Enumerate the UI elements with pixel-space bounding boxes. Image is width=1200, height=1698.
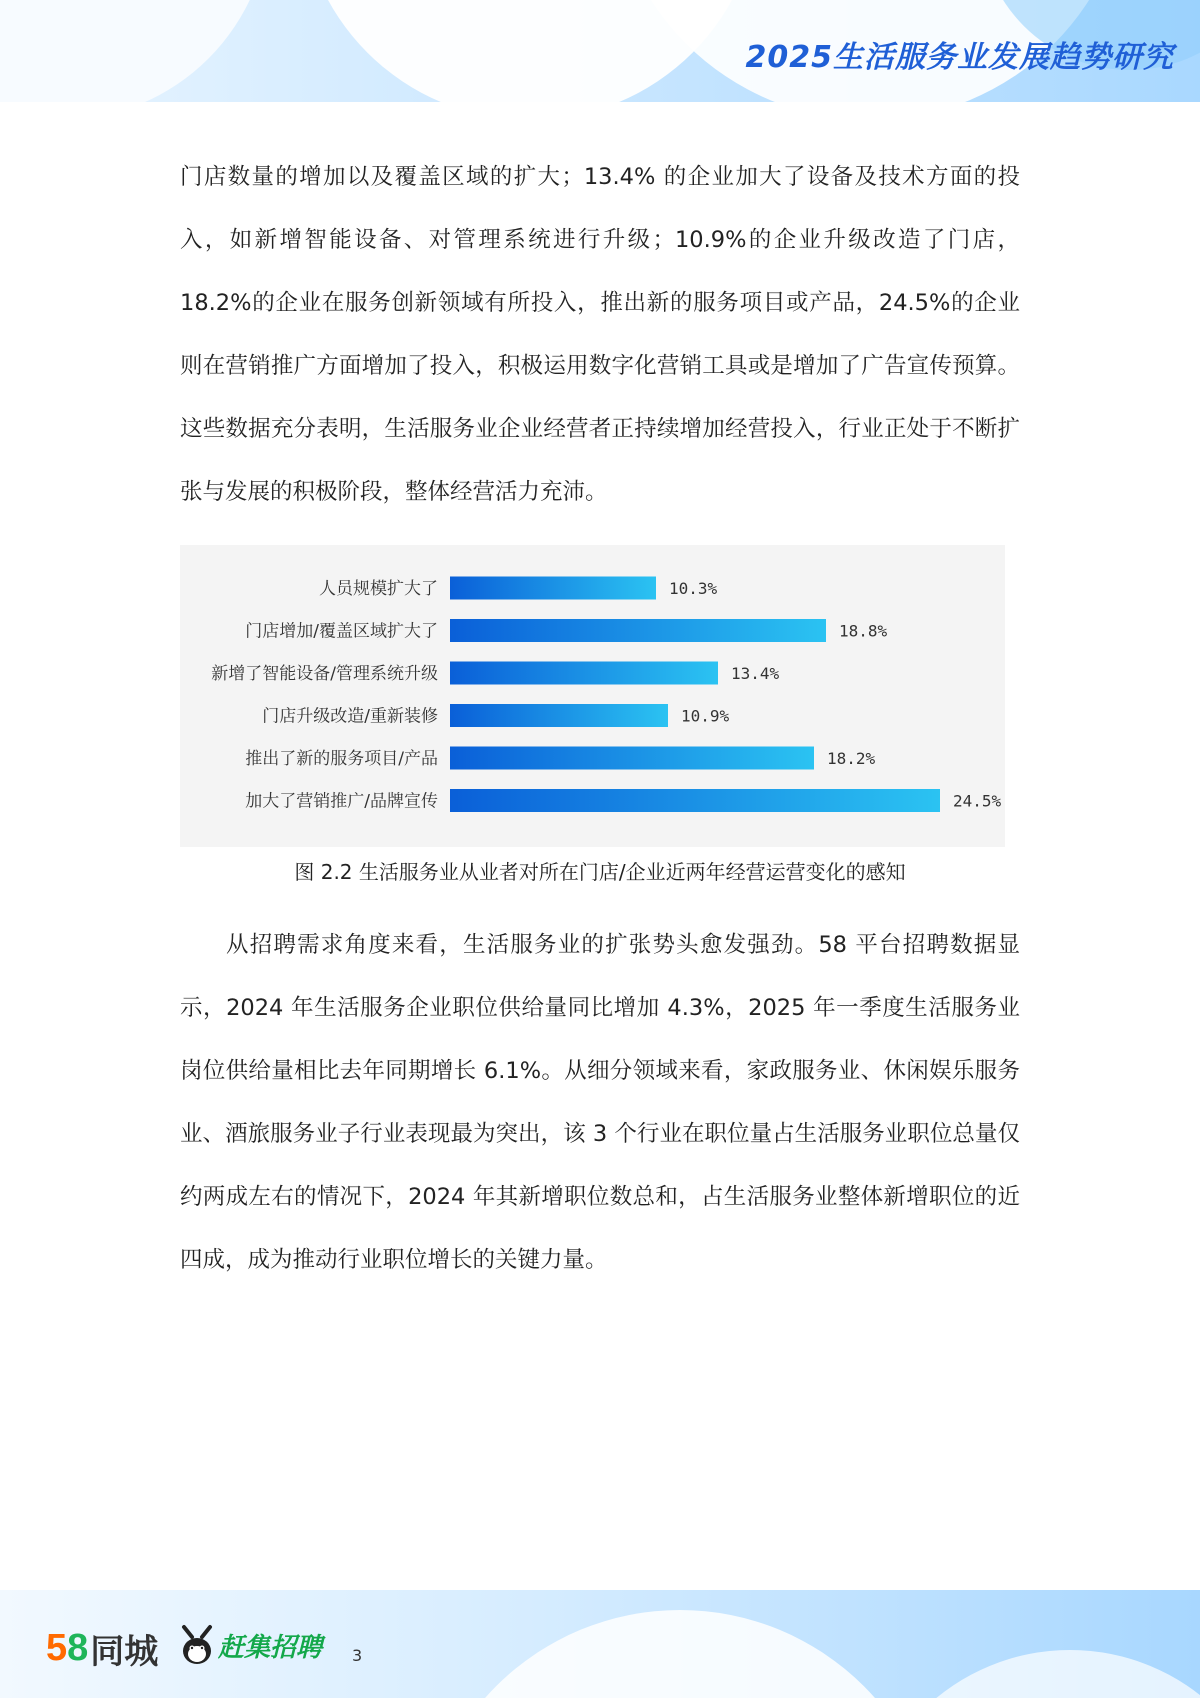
footer-decor-circle — [860, 1650, 1200, 1698]
category-label: 门店增加/覆盖区域扩大了 — [245, 621, 438, 642]
footer-band — [0, 1590, 1200, 1698]
bar-chart — [180, 545, 1005, 847]
logo-58-digit-5: 5 — [46, 1626, 68, 1669]
category-label: 门店升级改造/重新装修 — [262, 706, 438, 727]
chart-caption: 图 2.2 生活服务业从业者对所在门店/企业近两年经营运营变化的感知 — [294, 860, 906, 884]
ganji-mascot-icon — [178, 1623, 216, 1667]
logo-58tongcheng — [46, 1626, 158, 1670]
bar — [450, 577, 656, 600]
category-label: 人员规模扩大了 — [319, 579, 438, 599]
page-number: 3 — [352, 1646, 363, 1665]
bar — [450, 662, 718, 685]
value-label: 10.9% — [681, 706, 730, 726]
report-title: 2025生活服务业发展趋势研究 — [745, 40, 1174, 75]
value-label: 24.5% — [953, 791, 1002, 811]
body-paragraph-1: 门店数量的增加以及覆盖区域的扩大；13.4% 的企业加大了设备及技术方面的投入，如新增智能设备、对管理系统进行升级；10.9%的企业升级改造了门店，18.2%的企业在服务创新领域有所投入，推出新的服务项目或产品，24.5%的企业则在营销推广方面增加了投入，积极运用数字化营销工具或是增加了广告宣传预算。这些数据充分表明，生活服务业企业经营者正持续增加经营投入，行业正处于不断扩张与发展的积极阶段，整体经营活力充沛。 — [180, 164, 1020, 505]
value-label: 18.8% — [839, 621, 888, 641]
category-label: 新增了智能设备/管理系统升级 — [211, 664, 438, 684]
logo-ganji-text: 赶集招聘 — [218, 1632, 323, 1663]
header-decor-circle — [0, 0, 270, 102]
value-label: 18.2% — [827, 749, 876, 768]
value-label: 13.4% — [731, 664, 780, 683]
category-label: 加大了营销推广/品牌宣传 — [245, 791, 438, 812]
bar — [450, 789, 940, 812]
footer-decor-circle — [420, 1610, 940, 1698]
logo-58-text: 同城 — [90, 1631, 159, 1672]
bar — [450, 747, 814, 770]
logo-ganji-zhaopin — [178, 1620, 322, 1670]
bar — [450, 619, 826, 642]
header-band — [0, 0, 1200, 102]
body-paragraph-2: 从招聘需求角度来看，生活服务业的扩张势头愈发强劲。58 平台招聘数据显示，2024 年生活服务企业职位供给量同比增加 4.3%，2025 年一季度生活服务业岗位供给量相比去年同期增长 6.1%。从细分领域来看，家政服务业、休闲娱乐服务业、酒旅服务业子行业表现最为突出，该 3 个行业在职位量占生活服务业职位总量仅约两成左右的情况下，2024 年其新增职位数总和，占生活服务业整体新增职位的近四成，成为推动行业职位增长的关键力量。 — [180, 932, 1020, 1273]
bar — [450, 704, 668, 727]
category-label: 推出了新的服务项目/产品 — [245, 749, 438, 769]
bar-chart-svg — [180, 545, 1005, 847]
value-label: 10.3% — [669, 579, 718, 598]
logo-58-digit-8: 8 — [67, 1626, 89, 1669]
